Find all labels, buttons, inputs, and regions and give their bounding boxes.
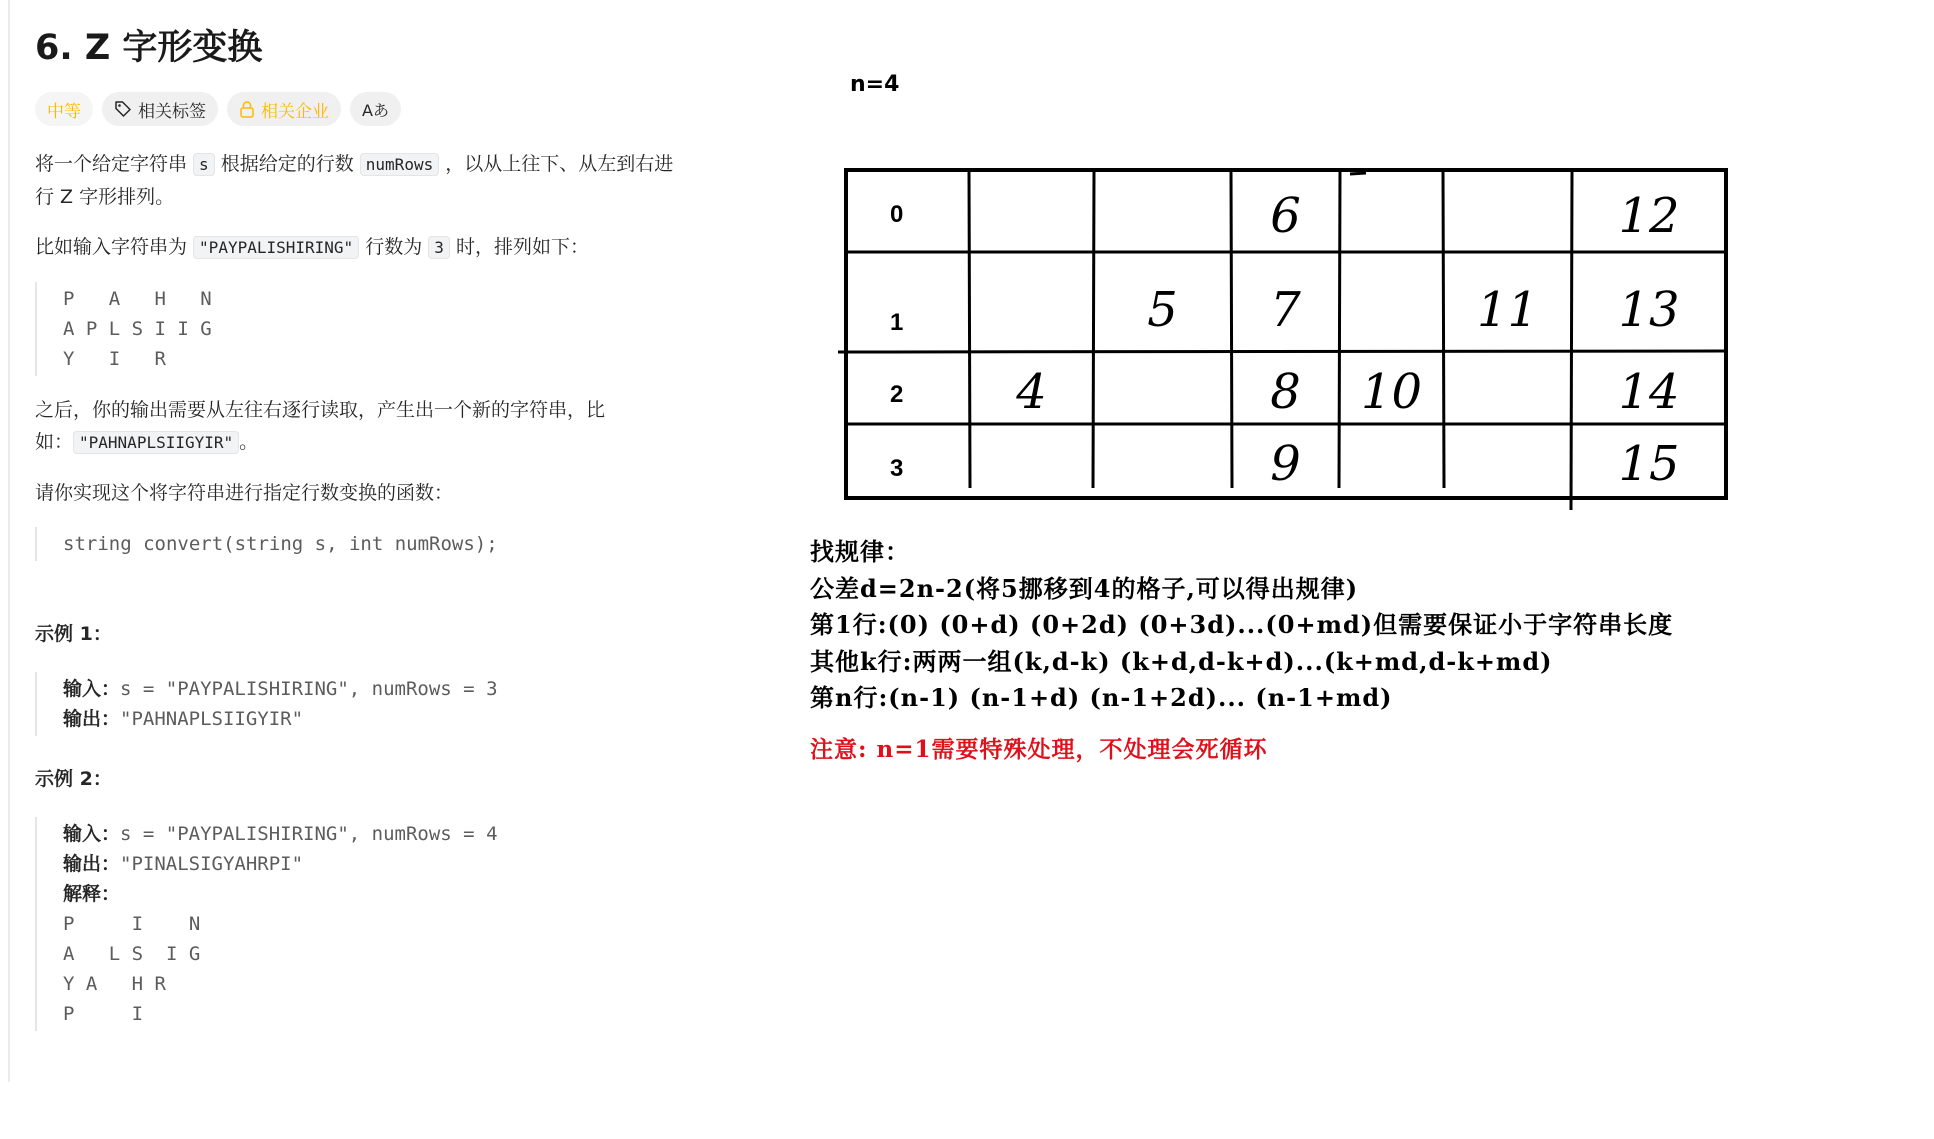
desc2-text-b: 行数为 [359,236,429,258]
grid-cell-number: 8 [1270,364,1301,420]
grid-cell-number: 10 [1360,364,1423,420]
example-2-explain-label: 解释： [63,883,121,905]
grid-cell-number: 4 [1016,364,1047,420]
example-1-input: s = "PAYPALISHIRING", numRows = 3 [120,678,498,700]
example-2-input-label: 输入： [63,823,121,845]
grid-cell-number: 13 [1618,282,1680,338]
grid-cell-number: 9 [1270,436,1301,492]
grid-vline [1443,170,1444,488]
example-1-input-label: 输入： [63,678,121,700]
grid-row-label: 2 [890,381,904,408]
desc3-text-a: 之后，你的输出需要从左往右逐行读取，产生出一个新的字符串，比如： [35,399,606,453]
desc3-text-b: 。 [239,431,259,453]
grid-cell-number: 11 [1476,282,1539,338]
grid-cell-number: 15 [1618,436,1680,492]
code-numrows: numRows [360,153,439,176]
function-signature: string convert(string s, int numRows); [35,527,675,561]
example-1-output: "PAHNAPLSIIGYIR" [120,708,304,730]
related-tags-label: 相关标签 [138,101,206,122]
note-line-1: 找规律： [810,537,910,566]
code-s: s [193,153,215,176]
grid-row-label: 1 [890,309,904,336]
desc2-text-a: 比如输入字符串为 [35,236,194,258]
note-line-5: 第n行:(n-1) (n-1+d) (n-1+2d)... (n-1+md) [810,683,1393,712]
grid-row-labels [890,201,903,482]
desc1-text-a: 将一个给定字符串 [35,153,194,175]
code-input-string: "PAYPALISHIRING" [193,236,359,259]
related-companies-label: 相关企业 [261,101,329,122]
note-line-3: 第1行:(0) (0+d) (0+2d) (0+3d)...(0+md)但需要保证小于字符串长度 [810,610,1674,639]
grid-cell-number: 14 [1618,364,1680,420]
desc1-text-c: ，以从上往下、从左到右进行 Z 字形排列。 [35,153,674,208]
code-output-string: "PAHNAPLSIIGYIR" [73,431,239,454]
description-paragraph-4: 请你实现这个将字符串进行指定行数变换的函数： [35,482,454,504]
grid-stray-mark [1350,173,1366,174]
zigzag-example-block: P A H N A P L S I I G Y I R [35,282,675,376]
grid-vline [1093,170,1094,488]
example-2-output-label: 输出： [63,853,121,875]
example-1-output-label: 输出： [63,708,121,730]
grid-vline [1571,170,1572,510]
grid-cell-numbers [1015,188,1679,492]
grid-vline [1231,170,1232,488]
grid-cell-number: 7 [1270,282,1301,338]
grid-row-label: 0 [890,201,904,228]
grid-row-label: 3 [890,455,904,482]
translate-icon: Aあ [362,100,389,120]
example-2-title: 示例 2： [35,768,112,790]
example-2-explain: P I N A L S I G Y A H R P I [63,913,201,1025]
example-2-input: s = "PAYPALISHIRING", numRows = 4 [120,823,498,845]
analysis-notes [810,534,1673,768]
note-warning: 注意: n=1需要特殊处理，不处理会死循环 [810,735,1268,763]
grid-cell-number: 12 [1618,188,1680,244]
desc2-text-c: 时，排列如下： [449,236,589,258]
example-2-output: "PINALSIGYAHRPI" [120,853,304,875]
example-1-title: 示例 1： [35,623,112,645]
desc1-text-b: 根据给定的行数 [214,153,360,175]
grid-cell-number: 6 [1270,188,1301,244]
note-line-4: 其他k行:两两一组(k,d-k) (k+d,d-k+d)...(k+md,d-k+md) [810,646,1553,676]
difficulty-label: 中等 [47,101,81,122]
code-row-count: 3 [428,236,450,259]
grid-vline [1339,170,1340,488]
grid-vline [969,170,970,488]
note-line-2: 公差d=2n-2(将5挪移到4的格子,可以得出规律) [810,573,1359,603]
grid-hline [838,351,1726,352]
grid-cell-number: 5 [1147,282,1178,338]
problem-title: 6. Z 字形变换 [35,28,263,68]
n-label: n=4 [850,72,900,97]
